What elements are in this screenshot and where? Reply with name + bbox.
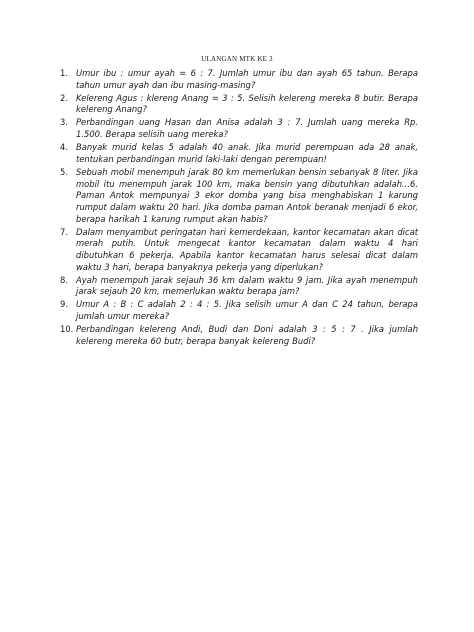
question-list [60,68,418,349]
question-item [60,142,418,165]
question-text: Dalam menyambut peringatan hari kemerdekaan, kantor kecamatan akan dicat merah putih. Untuk mengecat kantor kecamatan dalam waktu 4 hari dibutuhkan 6 pekerja. Apabila kantor kecamatan harus selesai dicat dalam waktu 3 hari, berapa banyaknya pekerja yang diperlukan? [76,226,418,272]
question-item [60,93,418,116]
question-number: 8. [60,274,68,285]
question-item [60,68,418,91]
question-item [60,117,418,140]
question-item [60,299,418,322]
question-number: 5. [60,166,68,177]
question-text: Banyak murid kelas 5 adalah 40 anak. Jika murid perempuan ada 28 anak, tentukan perbandingan murid laki-laki dengan perempuan! [76,142,418,164]
question-item [60,167,418,226]
question-text: Umur A : B : C adalah 2 : 4 : 5. Jika selisih umur A dan C 24 tahun, berapa jumlah umur mereka? [76,299,418,322]
question-item [60,275,418,298]
question-text: Umur ibu : umur ayah = 6 : 7. Jumlah umur ibu dan ayah 65 tahun. Berapa tahun umur ayah dan ibu masing-masing? [76,68,418,90]
question-number: 1. [60,68,68,78]
question-number: 9. [60,299,68,310]
question-number: 10. [60,324,74,335]
question-text: Sebuah mobil menempuh jarak 80 km memerlukan bensin sebanyak 8 liter. Jika mobil itu menempuh jarak 100 km, maka bensin yang dibutuhkan adalah...6. Paman Antok mempunyai 3 ekor domba yang bisa menghabiskan 1 karung rumput dalam waktu 20 hari. Jika domba paman Antok beranak menjadi 6 ekor, berapa harikah 1 karung rumput akan habis? [76,166,418,224]
question-item [60,227,418,274]
question-item [60,324,418,347]
document-title: ULANGAN MTK KE 3 [201,55,273,63]
question-number: 2. [60,92,68,103]
question-number: 3. [60,117,68,128]
question-text: Perbandingan uang Hasan dan Anisa adalah 3 : 7. Jumlah uang mereka Rp. 1.500. Berapa selisih uang mereka? [76,117,418,140]
question-text: Kelereng Agus : klereng Anang = 3 : 5. Selisih kelereng mereka 8 butir. Berapa kelereng Anang? [76,92,418,115]
question-number: 4. [60,142,68,153]
question-text: Perbandingan kelereng Andi, Budi dan Doni adalah 3 : 5 : 7 . Jika jumlah kelereng mereka 60 butr, berapa banyak kelereng Budi? [76,324,418,346]
question-number: 7. [60,226,68,237]
question-text: Ayah menempuh jarak sejauh 36 km dalam waktu 9 jam. Jika ayah menempuh jarak sejauh 20 km, memerlukan waktu berapa jam? [76,274,418,297]
